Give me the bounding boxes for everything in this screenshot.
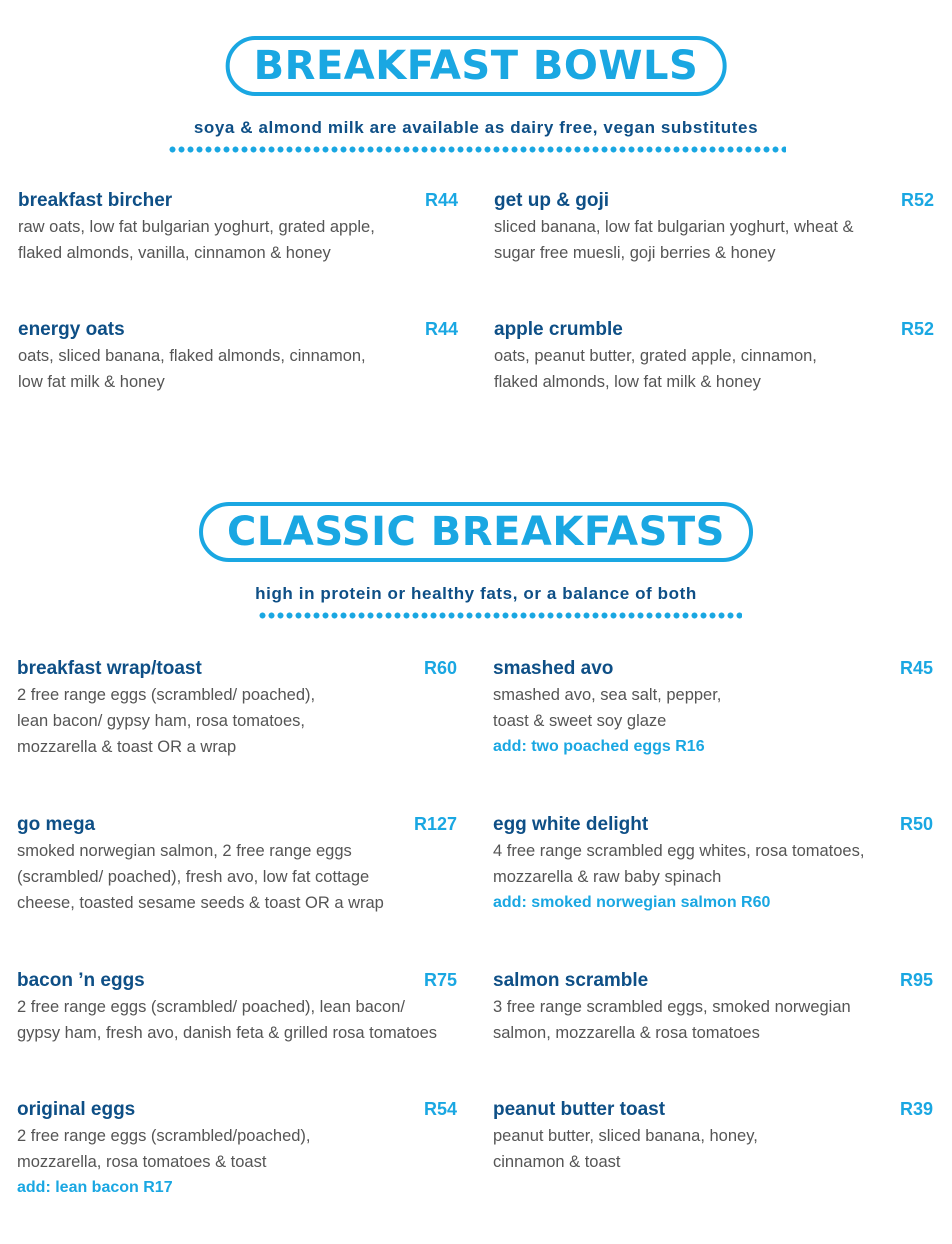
menu-item-description-line: low fat milk & honey — [18, 373, 165, 391]
menu-item-description-line: smoked norwegian salmon, 2 free range eggs — [17, 842, 352, 860]
menu-item-name: salmon scramble — [493, 970, 649, 991]
menu-item-description-line: oats, peanut butter, grated apple, cinnamon, — [494, 347, 817, 365]
menu-item — [17, 814, 457, 916]
menu-item-description-line: 2 free range eggs (scrambled/poached), — [17, 1127, 311, 1145]
menu-item-description-line: smashed avo, sea salt, pepper, — [493, 686, 722, 704]
menu-item — [17, 970, 457, 1046]
menu-item-addon: add: two poached eggs R16 — [493, 738, 705, 755]
menu-item-description-line: oats, sliced banana, flaked almonds, cinnamon, — [18, 347, 366, 365]
menu-item-description-line: flaked almonds, low fat milk & honey — [494, 373, 761, 391]
menu-item-description-line: salmon, mozzarella & rosa tomatoes — [493, 1024, 760, 1042]
menu-item — [17, 658, 457, 760]
menu-item — [493, 658, 933, 760]
menu-item — [493, 1099, 933, 1175]
menu-item-name: bacon ’n eggs — [17, 970, 145, 991]
menu-item-header — [494, 319, 934, 341]
menu-item-price: R39 — [899, 1099, 933, 1119]
menu-item-header — [494, 190, 934, 212]
menu-item-name: egg white delight — [493, 814, 649, 835]
menu-item-name: apple crumble — [494, 319, 623, 340]
menu-item-description-line: sliced banana, low fat bulgarian yoghurt, wheat & — [494, 218, 854, 236]
menu-item-price: R45 — [899, 658, 933, 678]
menu-item-price: R52 — [900, 319, 934, 339]
menu-item-name: original eggs — [17, 1099, 136, 1120]
menu-item — [493, 970, 933, 1046]
menu-item-description-line: 2 free range eggs (scrambled/ poached), lean bacon/ — [17, 998, 405, 1016]
menu-item-header — [17, 658, 457, 680]
menu-item — [494, 319, 934, 395]
menu-item-name: breakfast wrap/toast — [17, 658, 202, 679]
menu-item-header — [493, 1099, 933, 1121]
menu-item-header — [17, 814, 457, 836]
menu-item-addon: add: smoked norwegian salmon R60 — [493, 894, 771, 911]
menu-item-header — [18, 319, 458, 341]
section-subtitle-classic-breakfasts: high in protein or healthy fats, or a balance of both — [255, 584, 697, 603]
menu-item-description-line: 4 free range scrambled egg whites, rosa tomatoes, — [493, 842, 865, 860]
menu-item-header — [493, 970, 933, 992]
dotted-divider — [258, 612, 742, 619]
menu-item-description-line: 3 free range scrambled eggs, smoked norwegian — [493, 998, 851, 1016]
menu-item-name: energy oats — [18, 319, 125, 340]
menu-item-description-line: mozzarella & toast OR a wrap — [17, 738, 237, 756]
menu-item-price: R50 — [899, 814, 933, 834]
section-title-breakfast-bowls: BREAKFAST BOWLS — [226, 36, 727, 96]
menu-item-price: R44 — [424, 190, 458, 210]
menu-item — [494, 190, 934, 266]
menu-item-name: peanut butter toast — [493, 1099, 666, 1120]
menu-item-header — [493, 658, 933, 680]
menu-item-description-line: cinnamon & toast — [493, 1153, 621, 1171]
menu-item-description-line: raw oats, low fat bulgarian yoghurt, grated apple, — [18, 218, 375, 236]
menu-item-name: get up & goji — [494, 190, 610, 211]
menu-item — [18, 319, 458, 395]
section-subtitle-breakfast-bowls: soya & almond milk are available as dairy free, vegan substitutes — [193, 118, 759, 137]
menu-item — [18, 190, 458, 266]
menu-item-price: R54 — [423, 1099, 457, 1119]
menu-item-description-line: lean bacon/ gypsy ham, rosa tomatoes, — [17, 712, 305, 730]
menu-item-description-line: cheese, toasted sesame seeds & toast OR a wrap — [17, 894, 384, 912]
menu-item-description-line: flaked almonds, vanilla, cinnamon & honey — [18, 244, 331, 262]
menu-item-header — [493, 814, 933, 836]
dotted-divider — [168, 146, 786, 153]
menu-item-description-line: 2 free range eggs (scrambled/ poached), — [17, 686, 316, 704]
menu-item-description-line: sugar free muesli, goji berries & honey — [494, 244, 776, 262]
menu-item-name: go mega — [17, 814, 96, 835]
menu-item-price: R75 — [423, 970, 457, 990]
menu-item-name: breakfast bircher — [18, 190, 173, 211]
menu-item-description-line: mozzarella & raw baby spinach — [493, 868, 722, 886]
menu-item-price: R60 — [423, 658, 457, 678]
menu-item-price: R52 — [900, 190, 934, 210]
section-title-classic-breakfasts: CLASSIC BREAKFASTS — [199, 502, 753, 562]
menu-item-header — [18, 190, 458, 212]
menu-item — [17, 1099, 457, 1201]
menu-item-header — [17, 1099, 457, 1121]
menu-item-description-line: toast & sweet soy glaze — [493, 712, 667, 730]
menu-item-description-line: peanut butter, sliced banana, honey, — [493, 1127, 758, 1145]
menu-item — [493, 814, 933, 916]
menu-item-price: R44 — [424, 319, 458, 339]
menu-item-name: smashed avo — [493, 658, 614, 679]
menu-item-description-line: (scrambled/ poached), fresh avo, low fat cottage — [17, 868, 370, 886]
menu-item-description-line: gypsy ham, fresh avo, danish feta & grilled rosa tomatoes — [17, 1024, 438, 1042]
menu-item-price: R127 — [413, 814, 457, 834]
menu-item-price: R95 — [899, 970, 933, 990]
menu-item-addon: add: lean bacon R17 — [17, 1179, 173, 1196]
menu-item-description-line: mozzarella, rosa tomatoes & toast — [17, 1153, 267, 1171]
menu-item-header — [17, 970, 457, 992]
